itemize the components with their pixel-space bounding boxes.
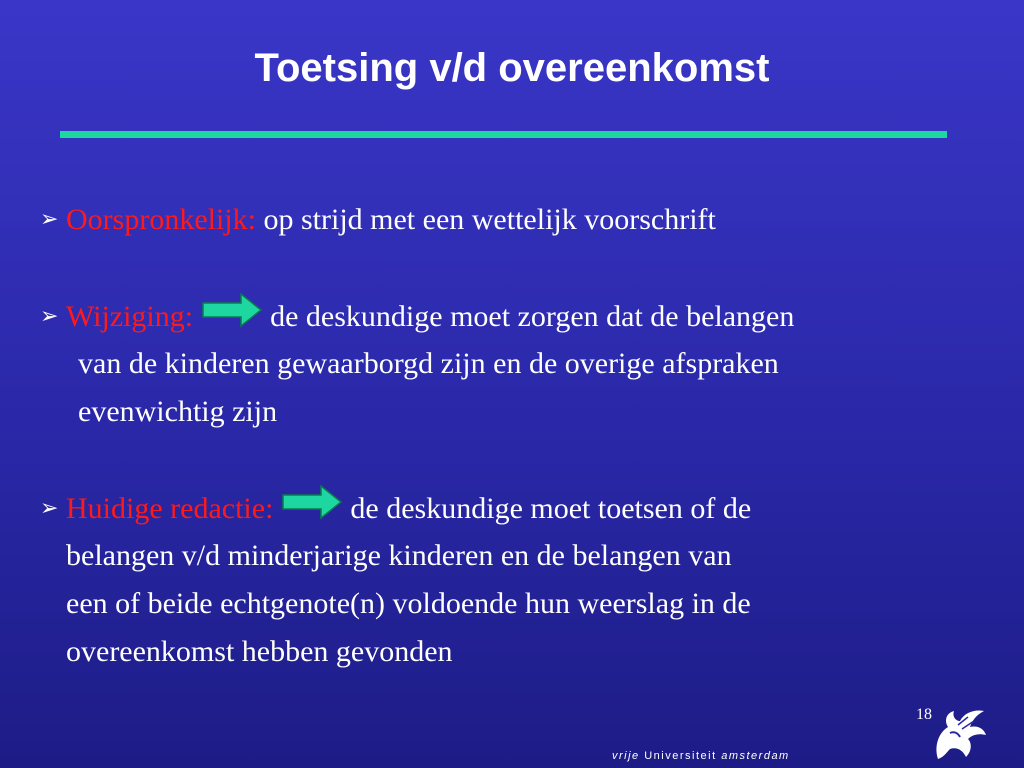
bullet-line <box>40 292 794 340</box>
bullet-arrow-marker-icon: ➢ <box>40 496 59 521</box>
title-divider <box>60 131 947 138</box>
wordmark-word: vrije <box>612 750 640 762</box>
slide-title: Toetsing v/d overeenkomst <box>254 46 770 90</box>
bullet-term: Huidige redactie: <box>66 492 274 525</box>
bullet-wijziging <box>40 292 794 436</box>
bullet-oorspronkelijk <box>40 196 716 244</box>
bullet-arrow-marker-icon: ➢ <box>40 304 59 329</box>
bullet-text: de deskundige moet toetsen of de <box>350 492 752 525</box>
bullet-line <box>40 196 716 244</box>
bullet-text: de deskundige moet zorgen dat de belangen <box>270 300 795 333</box>
bullet-huidige-redactie <box>40 484 751 676</box>
wordmark-word: amsterdam <box>721 750 790 762</box>
bullet-arrow-marker-icon: ➢ <box>40 207 59 232</box>
griffin-logo-icon <box>928 703 988 765</box>
bullet-term: Oorspronkelijk: <box>66 203 256 236</box>
bullet-term: Wijziging: <box>66 300 194 333</box>
bullet-line: belangen v/d minderjarige kinderen en de belangen van <box>66 539 732 572</box>
bullet-line: evenwichtig zijn <box>78 395 278 428</box>
bullet-line: overeenkomst hebben gevonden <box>66 635 453 668</box>
right-arrow-icon <box>281 484 343 520</box>
bullet-text: op strijd met een wettelijk voorschrift <box>263 203 716 236</box>
wordmark-word: Universiteit <box>644 750 717 762</box>
page-number: 18 <box>916 706 932 723</box>
university-wordmark <box>612 750 790 762</box>
bullet-line <box>40 484 751 532</box>
bullet-line: van de kinderen gewaarborgd zijn en de overige afspraken <box>78 347 779 380</box>
bullet-line: een of beide echtgenote(n) voldoende hun weerslag in de <box>66 587 751 620</box>
right-arrow-icon <box>201 292 263 328</box>
